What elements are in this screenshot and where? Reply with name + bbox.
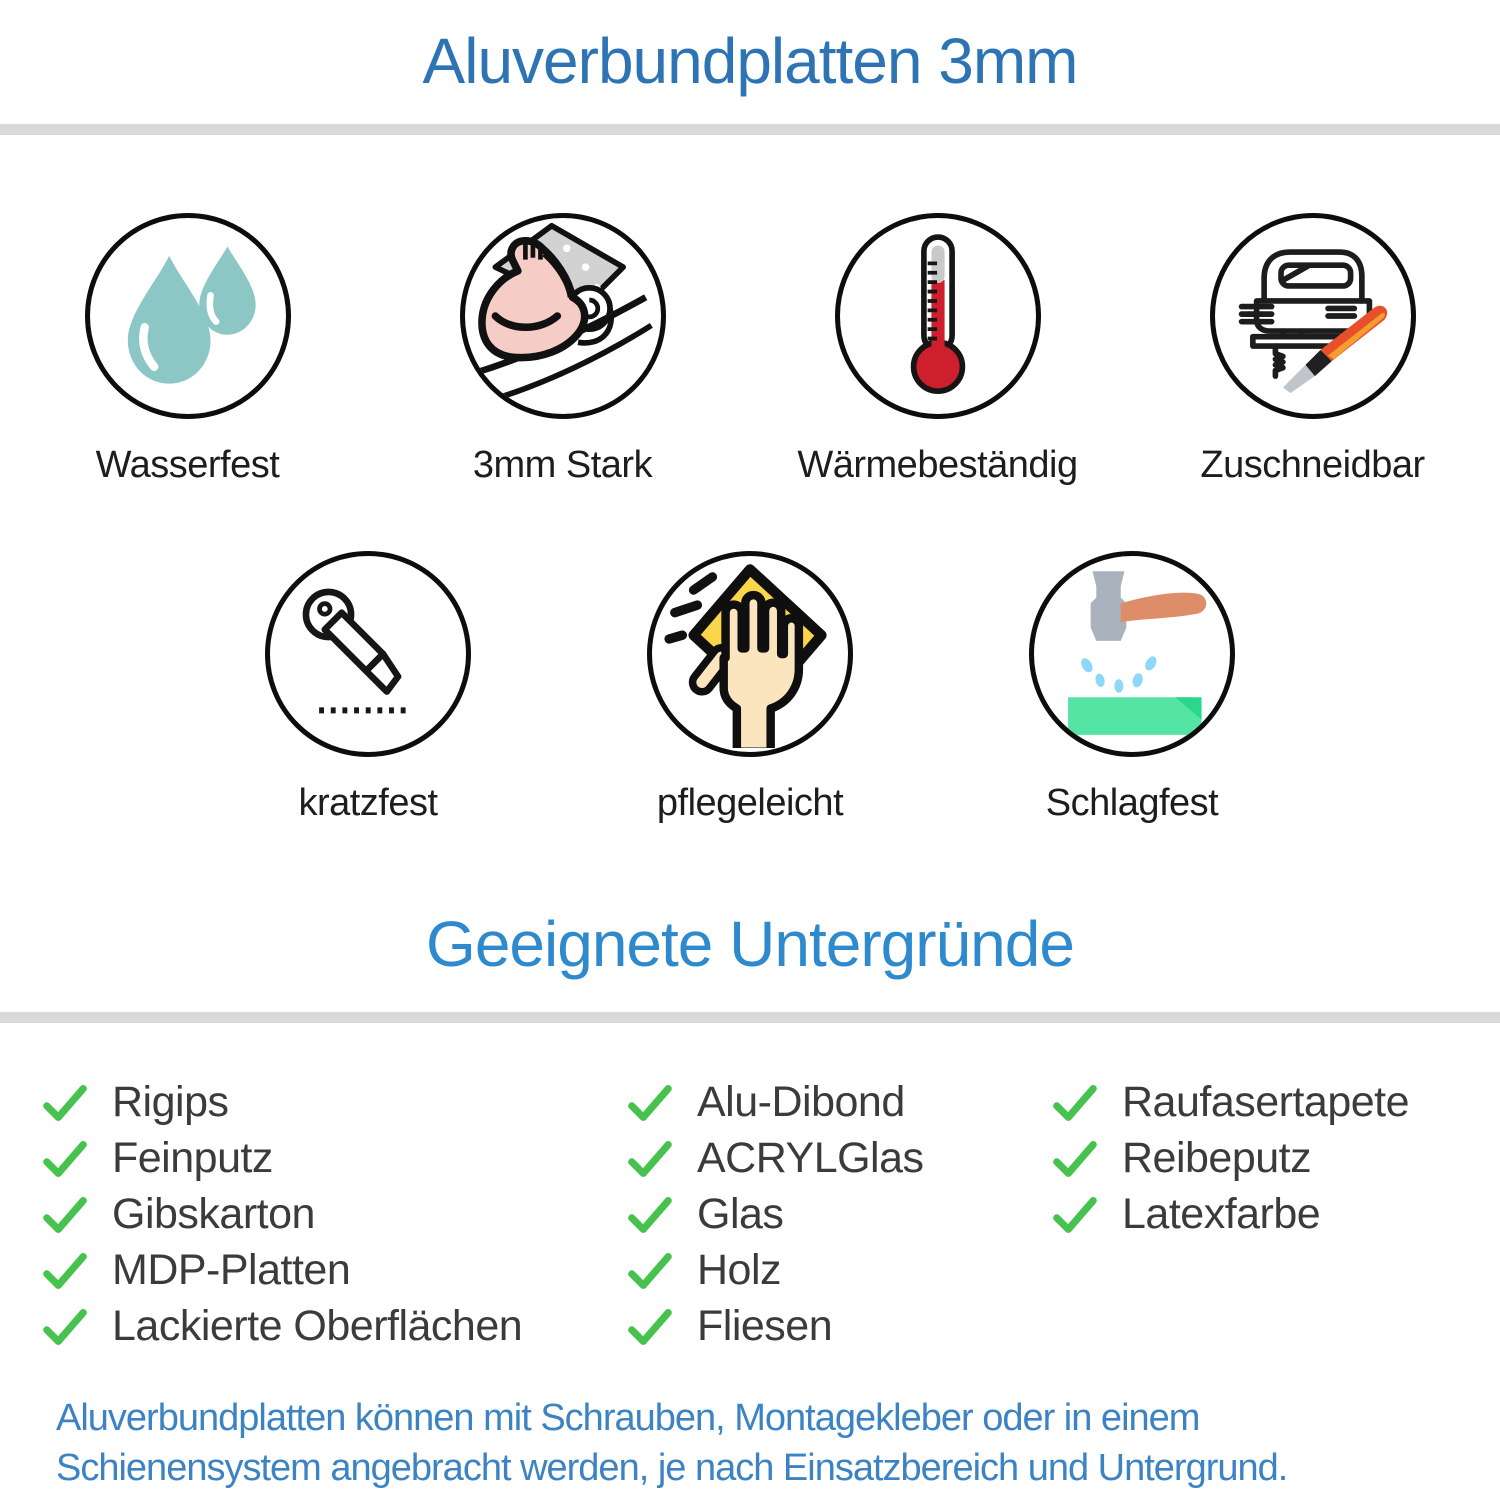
feature-3mm-stark	[375, 213, 750, 489]
features-row-2	[0, 551, 1500, 827]
check-icon	[627, 1248, 673, 1294]
list-item-label: Fliesen	[697, 1302, 833, 1351]
divider-middle	[0, 1012, 1500, 1023]
feature-label: 3mm Stark	[472, 444, 653, 487]
utility-knife-icon	[265, 551, 471, 757]
section-title-untergruende: Geeignete Untergründe	[426, 908, 1074, 981]
check-icon	[42, 1304, 88, 1350]
check-icon	[42, 1248, 88, 1294]
list-item-label: Glas	[697, 1190, 784, 1239]
list-item	[42, 1299, 627, 1355]
jigsaw-cutter-icon	[1210, 213, 1416, 419]
water-drops-icon	[85, 213, 291, 419]
list-item-label: Raufasertapete	[1122, 1078, 1410, 1127]
feature-schlagfest	[985, 551, 1279, 827]
list-item-label: Rigips	[112, 1078, 229, 1127]
check-icon	[1052, 1192, 1098, 1238]
hammer-impact-icon	[1029, 551, 1235, 757]
substrates-checklist	[0, 1075, 1500, 1355]
feature-zuschneidbar	[1125, 213, 1500, 489]
list-item	[42, 1075, 627, 1131]
list-item-label: MDP-Platten	[112, 1246, 351, 1295]
check-icon	[1052, 1080, 1098, 1126]
checklist-column-1	[42, 1075, 627, 1355]
list-item-label: Latexfarbe	[1122, 1190, 1321, 1239]
check-icon	[627, 1304, 673, 1350]
feature-pflegeleicht	[603, 551, 897, 827]
feature-label: pflegeleicht	[656, 782, 844, 825]
list-item	[1052, 1187, 1500, 1243]
list-item-label: Feinputz	[112, 1134, 273, 1183]
list-item-label: Reibeputz	[1122, 1134, 1312, 1183]
feature-label: Wärmebeständig	[797, 444, 1078, 487]
list-item	[1052, 1131, 1500, 1187]
checklist-column-2	[627, 1075, 1052, 1355]
feature-waermebestaendig	[750, 213, 1125, 489]
list-item-label: ACRYLGlas	[697, 1134, 924, 1183]
muscle-arm-panel-icon	[460, 213, 666, 419]
list-item	[627, 1131, 1052, 1187]
page-title: Aluverbundplatten 3mm	[422, 25, 1078, 97]
wiping-hand-cloth-icon	[647, 551, 853, 757]
check-icon	[1052, 1136, 1098, 1182]
list-item	[42, 1187, 627, 1243]
list-item-label: Holz	[697, 1246, 782, 1295]
feature-label: Zuschneidbar	[1200, 444, 1425, 487]
feature-label: kratzfest	[298, 782, 438, 825]
checklist-column-3	[1052, 1075, 1500, 1355]
list-item	[1052, 1075, 1500, 1131]
list-item	[627, 1299, 1052, 1355]
list-item-label: Gibskarton	[112, 1190, 315, 1239]
check-icon	[42, 1080, 88, 1126]
check-icon	[42, 1192, 88, 1238]
mounting-note: Aluverbundplatten können mit Schrauben, Montagekleber oder in einem Schienensystem angebracht werden, je nach Einsatzbereich und Untergrund.	[56, 1396, 1288, 1489]
check-icon	[627, 1080, 673, 1126]
check-icon	[627, 1192, 673, 1238]
list-item	[42, 1131, 627, 1187]
check-icon	[42, 1136, 88, 1182]
list-item	[627, 1187, 1052, 1243]
list-item	[627, 1243, 1052, 1299]
list-item-label: Alu-Dibond	[697, 1078, 905, 1127]
features-row-1	[0, 213, 1500, 489]
list-item-label: Lackierte Oberflächen	[112, 1302, 523, 1351]
feature-label: Wasserfest	[95, 444, 280, 487]
list-item	[42, 1243, 627, 1299]
feature-label: Schlagfest	[1045, 782, 1219, 825]
thermometer-icon	[835, 213, 1041, 419]
feature-wasserfest	[0, 213, 375, 489]
list-item	[627, 1075, 1052, 1131]
feature-kratzfest	[221, 551, 515, 827]
check-icon	[627, 1136, 673, 1182]
divider-top	[0, 124, 1500, 135]
